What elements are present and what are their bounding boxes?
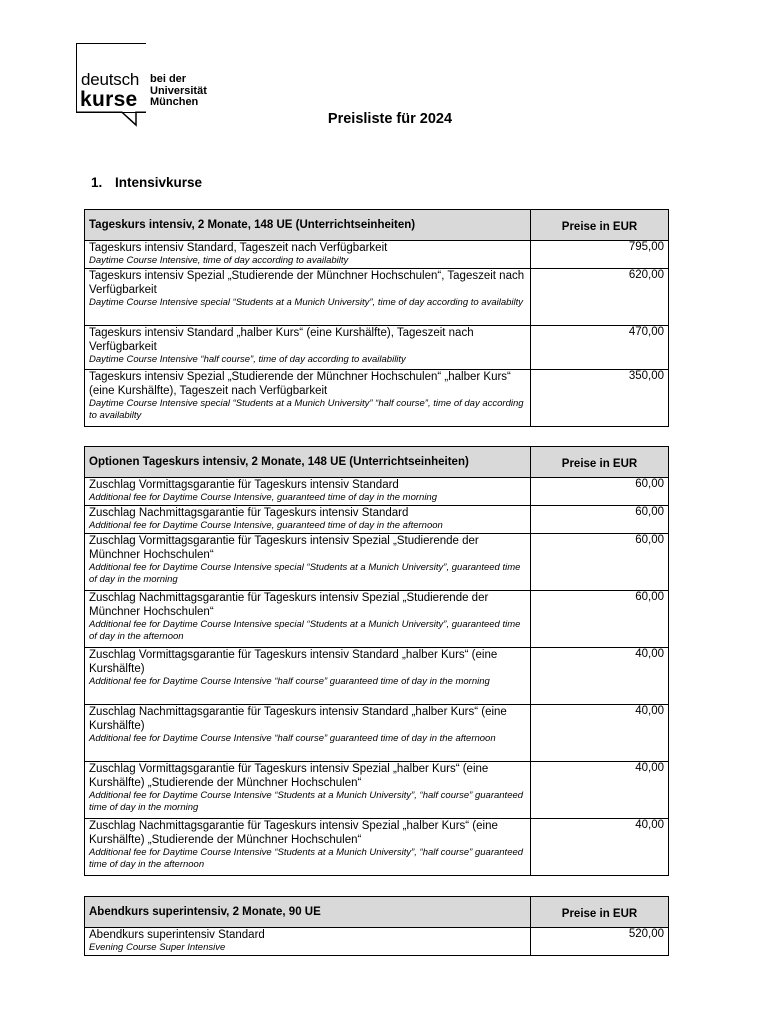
row-description-de: Abendkurs superintensiv Standard (89, 929, 265, 941)
table-row (85, 269, 669, 326)
row-description-de: Tageskurs intensiv Standard „halber Kurs“ (eine Kurshälfte), Tageszeit nach Verfügbarkeit (89, 327, 474, 353)
logo-subtitle (150, 74, 207, 109)
row-description-en: Additional fee for Daytime Course Intensive, guaranteed time of day in the afternoon (89, 520, 443, 531)
row-description-de: Zuschlag Vormittagsgarantie für Tageskurs intensiv Spezial „Studierende der Münchner Hochschulen“ (89, 535, 479, 561)
row-price: 60,00 (531, 506, 669, 534)
logo-subtitle-line: München (150, 96, 199, 108)
row-description-en: Daytime Course Intensive, time of day according to availabilty (89, 255, 349, 266)
table-row (85, 241, 669, 269)
table-header: Optionen Tageskurs intensiv, 2 Monate, 148 UE (Unterrichtseinheiten) (85, 447, 531, 478)
logo-subtitle-line: Universität (150, 84, 207, 97)
table-header-row (85, 447, 669, 478)
row-description-de: Tageskurs intensiv Spezial „Studierende der Münchner Hochschulen“ „halber Kurs“ (eine Kurshälfte), Tageszeit nach Verfügbarkeit (89, 371, 511, 397)
table-header-row (85, 210, 669, 241)
row-price: 470,00 (531, 326, 669, 370)
row-description-en: Additional fee for Daytime Course Intensive “half course” guaranteed time of day in the afternoon (89, 733, 496, 744)
row-description-en: Additional fee for Daytime Course Intensive “half course” guaranteed time of day in the morning (89, 676, 490, 687)
logo-word-kurse: kurse (80, 88, 138, 111)
price-table-tageskurs (84, 209, 669, 427)
price-header: Preise in EUR (531, 447, 669, 478)
row-description-en: Additional fee for Daytime Course Intensive special “Students at a Munich University”, guaranteed time of day in the afternoon (89, 619, 521, 642)
row-description-en: Additional fee for Daytime Course Intensive special “Students at a Munich University”, guaranteed time of day in the morning (89, 562, 521, 585)
row-price: 40,00 (531, 705, 669, 762)
row-description-en: Additional fee for Daytime Course Intensive, guaranteed time of day in the morning (89, 492, 437, 503)
row-description-de: Zuschlag Nachmittagsgarantie für Tageskurs intensiv Spezial „Studierende der Münchner Hochschulen“ (89, 592, 489, 618)
row-price: 60,00 (531, 478, 669, 506)
section-number: 1. (91, 175, 103, 190)
price-table-optionen (84, 446, 669, 876)
row-price: 40,00 (531, 762, 669, 819)
table-header: Abendkurs superintensiv, 2 Monate, 90 UE (85, 897, 531, 928)
row-price: 60,00 (531, 591, 669, 648)
logo-subtitle-line: bei der (150, 73, 187, 85)
row-description-de: Zuschlag Nachmittagsgarantie für Tageskurs intensiv Standard (89, 507, 409, 519)
table-row (85, 506, 669, 534)
row-description-de: Zuschlag Vormittagsgarantie für Tageskurs intensiv Spezial „halber Kurs“ (eine Kurshälfte) „Studierende der Münchner Hochschulen“ (89, 763, 489, 789)
row-description-en: Daytime Course Intensive special “Students at a Munich University” “half course”, time of day according to availabilty (89, 398, 524, 421)
row-price: 60,00 (531, 534, 669, 591)
row-price: 520,00 (531, 928, 669, 956)
table-row (85, 928, 669, 956)
price-header: Preise in EUR (531, 897, 669, 928)
table-header-row (85, 897, 669, 928)
row-price: 350,00 (531, 370, 669, 427)
row-description-de: Zuschlag Nachmittagsgarantie für Tageskurs intensiv Standard „halber Kurs“ (eine Kurshälfte) (89, 706, 507, 732)
table-row (85, 370, 669, 427)
row-description-de: Zuschlag Vormittagsgarantie für Tageskurs intensiv Standard (89, 479, 399, 491)
table-row (85, 534, 669, 591)
logo-word-deutsch: deutsch (81, 70, 140, 89)
price-table-abendkurs (84, 896, 669, 956)
row-description-de: Zuschlag Vormittagsgarantie für Tageskurs intensiv Standard „halber Kurs“ (eine Kurshälfte) (89, 649, 498, 675)
section-heading (91, 175, 202, 190)
row-price: 795,00 (531, 241, 669, 269)
price-header: Preise in EUR (531, 210, 669, 241)
table-header: Tageskurs intensiv, 2 Monate, 148 UE (Unterrichtseinheiten) (85, 210, 531, 241)
table-row (85, 648, 669, 705)
row-price: 40,00 (531, 819, 669, 876)
row-description-en: Daytime Course Intensive “half course”, time of day according to availability (89, 354, 406, 365)
table-row (85, 705, 669, 762)
row-description-de: Tageskurs intensiv Spezial „Studierende der Münchner Hochschulen“, Tageszeit nach Verfügbarkeit (89, 270, 525, 296)
row-description-en: Daytime Course Intensive special “Students at a Munich University”, time of day according to availabilty (89, 297, 524, 308)
table-row (85, 819, 669, 876)
section-title: Intensivkurse (115, 175, 203, 190)
row-description-de: Tageskurs intensiv Standard, Tageszeit nach Verfügbarkeit (89, 242, 388, 254)
table-row (85, 591, 669, 648)
page-title: Preisliste für 2024 (327, 111, 453, 127)
table-row (85, 478, 669, 506)
table-row (85, 326, 669, 370)
row-price: 40,00 (531, 648, 669, 705)
table-row (85, 762, 669, 819)
row-description-en: Evening Course Super Intensive (89, 942, 226, 953)
row-price: 620,00 (531, 269, 669, 326)
row-description-de: Zuschlag Nachmittagsgarantie für Tageskurs intensiv Spezial „halber Kurs“ (eine Kurshälfte) „Studierende der Münchner Hochschulen“ (89, 820, 498, 846)
row-description-en: Additional fee for Daytime Course Intensive “Students at a Munich University”, “half course” guaranteed time of day in the morning (89, 790, 524, 813)
row-description-en: Additional fee for Daytime Course Intensive “Students at a Munich University”, “half course” guaranteed time of day in the afternoon (89, 847, 524, 870)
